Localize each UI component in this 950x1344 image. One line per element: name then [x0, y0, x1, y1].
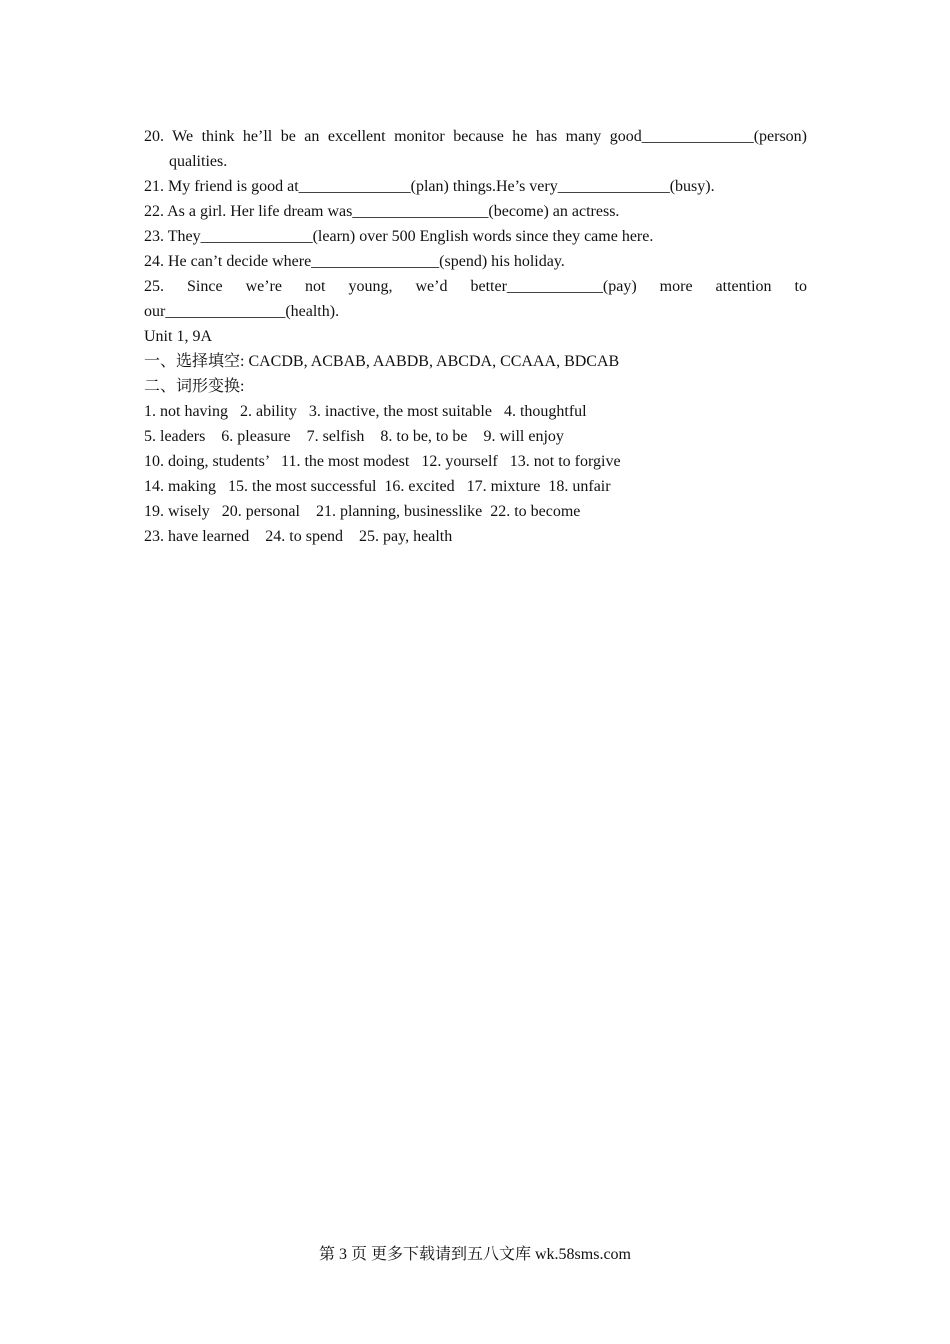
question-25-line-1: 25. Since we’re not young, we’d better____________(pay) more attention to: [144, 278, 807, 295]
answers-section-2-title: 二、词形变换:: [144, 378, 245, 395]
question-20-line-2: qualities.: [169, 153, 228, 170]
document-body: [144, 124, 807, 549]
question-25-line-2: our_______________(health).: [144, 303, 340, 320]
answer-line: 14. making 15. the most successful 16. excited 17. mixture 18. unfair: [144, 478, 611, 495]
answer-line: 5. leaders 6. pleasure 7. selfish 8. to be, to be 9. will enjoy: [144, 428, 564, 445]
answer-line: 10. doing, students’ 11. the most modest 12. yourself 13. not to forgive: [144, 453, 621, 470]
answers-unit-title: Unit 1, 9A: [144, 328, 212, 345]
question-24: 24. He can’t decide where________________(spend) his holiday.: [144, 253, 565, 270]
page-footer: 第 3 页 更多下载请到五八文库 wk.58sms.com: [318, 1246, 631, 1263]
answers-section-1: 一、选择填空: CACDB, ACBAB, AABDB, ABCDA, CCAAA, BDCAB: [144, 353, 620, 370]
answer-line: 19. wisely 20. personal 21. planning, businesslike 22. to become: [144, 503, 581, 520]
answer-line: 1. not having 2. ability 3. inactive, the most suitable 4. thoughtful: [144, 403, 587, 420]
answer-line: 23. have learned 24. to spend 25. pay, health: [144, 528, 453, 545]
question-22: 22. As a girl. Her life dream was_________________(become) an actress.: [144, 203, 620, 220]
question-21: 21. My friend is good at______________(plan) things.He’s very______________(busy).: [144, 178, 715, 195]
question-23: 23. They______________(learn) over 500 English words since they came here.: [144, 228, 654, 245]
question-20-line-1: 20. We think he’ll be an excellent monitor because he has many good______________(person): [144, 128, 807, 145]
